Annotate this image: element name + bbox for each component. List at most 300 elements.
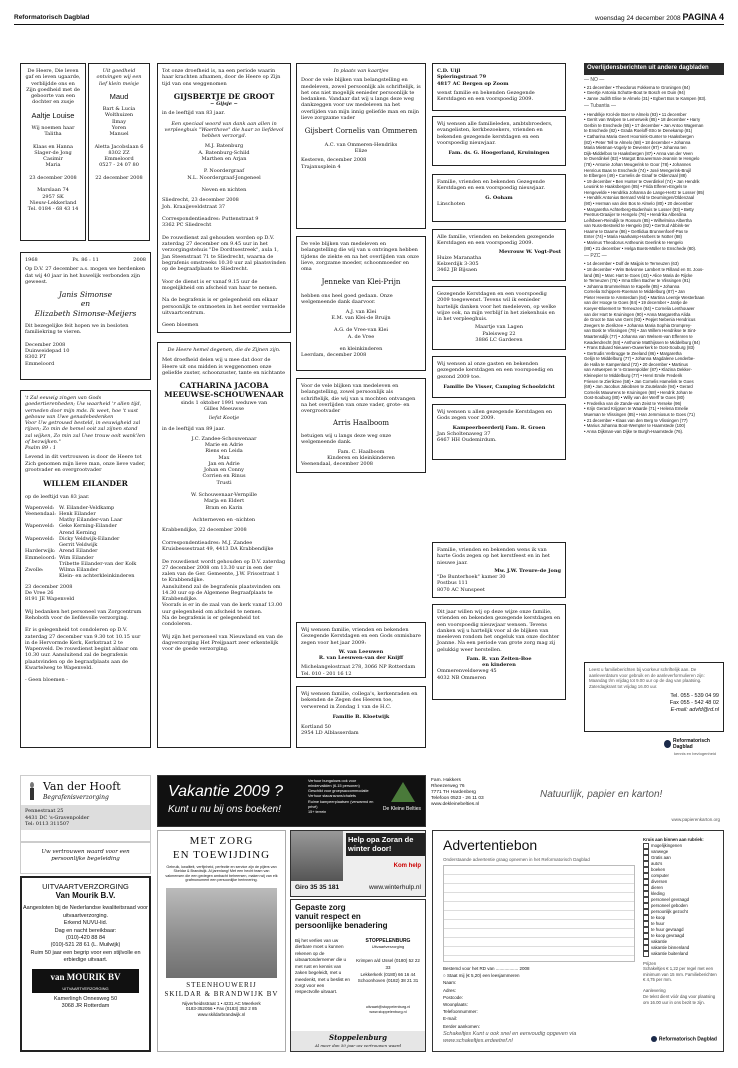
announcement-details [93,106,145,181]
category-option[interactable]: te koop [643,915,719,921]
family-member: Zwolle: Wilma Eilander [25,567,99,574]
text-line: Wij bedanken het personeel van Zorgcentrum Rehoboth voor de liefdevolle verzorging. [25,608,142,621]
obituaries-title: Overlijdensberichten uit andere dagbladen [584,63,724,75]
category-option[interactable]: auto's [643,861,719,867]
category-option[interactable]: mogelijkingenen [643,843,719,849]
category-option[interactable]: personeel gevraagd [643,897,719,903]
deceased-age: in de leeftijd van 89 jaar. [162,425,225,432]
obituary-entry: • 21 december • Theodorus Fokkema te Groningen (84) [584,84,690,90]
feature-item: mindervaliden (6-15 personen) [308,784,360,789]
form-title: Advertentiebon [443,837,538,853]
obituary-entry: • Catharina Maria Geert Hoornink-Gunter te Haaksbergen [584,134,694,140]
ad-winterhulp [290,830,426,897]
obituary-entry: Dijk-Middelbos te Haaksbergen (87) • Anna van der Veen [584,150,693,156]
ad-text: Gebruik, kwaliteit, verfijnheid, perfectie en service zijn de pijlers van Skeldar & Brandwijk. Al jarenlang! Met een hecht team van vakmensen die een gedegen ambacht beheersen, maken wij van elk grafmonument een persoonlijke herinnering. [165,864,278,883]
obituary-catharina [157,342,291,748]
psalm-quote [25,395,146,451]
obituary-entry: Oost-Souburg (80) • Willy van der Werff te Goes (80) [584,395,685,401]
form-footer: Schakeltjes Kunt u ook snel en eenvoudig opgeven via www.schakeltjes.erdeetref.nl [443,1031,577,1045]
sender-address [437,668,561,681]
category-option[interactable]: dieren [643,885,719,891]
category-option[interactable]: te huur [643,921,719,927]
thanks-text: Door de vele blijken van belangstelling en medeleven, zowel persoonlijk als schriftelijk, is het ons niet mogelijk eenieder persoonlijk te bedanken. Vandaar dat wij u langs deze weg dankzeggen voor uw medeleven na het overlijden van mijn innig geliefde man en mijn lieve zorgzame vader [301,77,421,121]
greeting-text: wenst familie en bekenden Gezegende Kerstdagen en een voorspoedig 2009. [437,89,535,102]
ad-logo: Kom help [393,863,421,869]
obituary-entry: Kleinepier te Middelburg (77) • Henri Emile Frederik [584,373,683,378]
text-line: Emmeloord [25,360,55,367]
text-line: 0183-352056 • Fax (0183) 352 2 85 [185,1006,258,1012]
text-line: C.D. Uijl [437,68,461,74]
text-line: Krimpen a/d IJssel (0180) 52 22 33 [356,958,420,970]
obituary-entry: van Nuss-Bestveld te Hengelo (82) • Gertrud Abbink-ter [584,223,690,229]
announcement-intro [93,68,145,87]
other-obituaries-panel [584,63,724,659]
text-line: 8191 JE Wapenveld [25,596,75,603]
text-line: Marie en Adrie [204,442,244,448]
text-line: Kesteren, december 2008 [301,157,367,164]
text-line: Correspondentieadres: Puttenstraat 9 [162,216,259,223]
text-line: W. Schouwenaar-Vernpille [191,492,257,498]
text-line: Voor Uw getrouwd besteld, in eeuwigheid zal rijzen; Zo min de hemel ooit zal zijnen stand zal wijken, Zo min zal Uwe trouw ooit wank'len of bezwijken." [25,420,146,445]
anniversary-details [25,323,146,367]
text-line: Dag en nacht bereikbaar: [54,927,117,934]
text-line: Prijzen [643,960,657,966]
text-line: Kamerlingh Onnesweg 50 [53,996,118,1002]
obituary-entry: van Bosk te Vlissingen (79) • Jan Willem Hendrikse te Sint- [584,328,697,334]
form-subtitle: Onderstaande advertentie graag opnemen in het Reformatorisch Dagblad [443,857,590,862]
text-line: Psalm 89 : 1 [25,445,57,451]
greeting-text: Wij wensen familie, vrienden en bekenden Gezegende Kerstdagen en een Gods onmisbare zegen voor het jaar 2009: [301,627,421,646]
category-option[interactable]: personeel geboden [643,903,719,909]
family-member: Klein- en achterkleinkinderen [59,573,135,580]
text-line: Tel. 0184 - 68 43 14 [27,206,79,213]
text-line: Tel: 0113 311507 [25,820,70,827]
text-line: Jan en Adrie [208,460,240,467]
category-option[interactable]: boeken [643,867,719,873]
family-member: Harderwijk: Arend Eilander [25,548,98,555]
text-line: Paleisweg 22 [482,330,516,337]
text-line: (010)-521 28 61 (L. Muilwijk) [50,942,121,949]
deceased-name: WILLEM EILANDER [43,479,128,488]
text-line: Janis Simonse [58,290,113,299]
company-address [426,775,498,811]
family-member: Tribette Eilander-van der Kolk [59,560,137,567]
obituary-details [162,527,286,652]
obituary-entry: • Frederika van de Zande-van Zeist te Yerseke (96) [584,400,682,406]
deceased-age: op de leeftijd van 83 jaar. [25,494,90,501]
family-list [301,449,421,462]
text-line: Michelangelostraat 278, 3066 NP Rotterdam [301,664,416,671]
text-line: P. Noordergraaf [203,168,245,175]
form-field: E-mail: [443,1016,458,1022]
ad-van-der-hooft-slogan [20,842,151,874]
newspaper-name: Reformatorisch Dagblad [14,14,90,21]
candle-icon [25,782,39,800]
text-line: Lekkerkerk (0180) 66 16 44 [360,971,416,977]
greeting-text: Familie, vrienden en bekenden wens ik van harte Gods zegen op het kerstfeest en in het nieuwe jaar. [437,547,550,566]
ad-hakkers-address [426,775,498,827]
obituary-entry: Leusink te Haaksbergen (85) • Frida Elferen-Engels te [584,184,688,190]
obituary-entry: land (85) • Marc Hart te Goes (43) • Alice Maria de Rijcke [584,272,693,278]
greeting-kloetwijk [296,686,426,748]
submission-info [584,662,724,732]
thanks-arris [296,378,426,473]
deceased-nickname: ~ Gijsje ~ [210,101,238,108]
text-line: Jan Scholtenaweg 37 [437,430,491,437]
family-list [162,436,286,524]
sender-name: Mevrouw W. Vogt-Post [498,248,561,255]
announcement-details [25,125,81,213]
text-line: E.M. van Klei-de Bruijn [331,314,391,321]
thanks-place: Veenendaal, december 2008 [301,461,373,467]
obituary-entry: (69) • Jan Jacobus Jakobsen te Zoutelande (94) • Gerard [584,384,693,390]
page-date: woensdag 24 december 2008 PAGINA 4 [595,12,724,22]
thanks-heading: In plaats van kaartjes [333,68,389,74]
text-line: Ruim 50 jaar een begrip voor een stijlvolle en erbiedige uitvaart. [30,949,141,964]
family-list [25,505,146,580]
text-line: Yoren [111,124,127,131]
birth-announcement-maud [88,63,150,241]
text-line: Casimir [43,156,63,163]
ad-url: www.papierenkarton.org [671,817,720,823]
ad-logo: De Kleine Belties [382,806,421,812]
birth-announcement-aaltje [20,63,86,241]
text-line: gaf en leven ugaarde, [25,74,81,81]
obituary-entry: van der Hart te Kruiningen (90) • Anna Margaretha Alida [584,311,691,317]
obituary-entry: • Marius Johanna Boot-Wempter te Haamstede (100) [584,423,686,429]
text-line: Telefoon 0523 - 26 11 03 [431,795,484,801]
ad-text-area[interactable] [443,865,635,962]
obituary-entry: de Halla te Kampenland (72) • 20 december • Martinus [584,361,689,367]
sender-address [437,431,561,444]
text-line: www.skildarbrandwijk.nl [197,1011,246,1017]
sender-address [437,574,561,593]
thanks-gijsbert [296,63,426,229]
obituary-entry: van Antwerpen te 's-Gravenpolder (87) • Klazina Dekker- [584,367,692,373]
form-sidebar: Kruis aan binnen aan rubriek: mogelijkingenen vanwege Gratis aan auto's boeken computer diversen dieren kleding personeel gevraagd personeel geboden persoonlijk gezocht te koop te huur te huur gevraagd te koop gevraagd vakantie vakantie binnenland vakantie buitenland Prijzen Schakeltjes € 1,22 per regel met een minimum van 15 mm. Familieberichten € 4,75 per mm. Aanlevering De tekst dient vóór dag voor plaatsing om 16.00 uur in ons bezit te zijn. [643,837,719,1005]
text-line: Correspondentieadres: M.J. Zandee [162,539,253,546]
obituary-entry: • Janne Judith Elise te Almelo (31) • Egbert Bos te Kampen (83). [584,95,707,101]
rd-logo: Reformatorisch Dagblad [651,1036,717,1043]
greeting-text: Wij wensen familie, collega's, kerkenraden en bekenden de Zegen des Heeren toe, verwerend in Zondag 1 van de H.C. [301,691,418,710]
obituary-entry: Leifsbeen-Reindijk te Rossum (85) • Wilhelmina Albertha [584,217,692,223]
text-line: December 2008 [25,341,66,348]
deceased-name: Jenneke van Klei-Prijn [321,278,401,287]
text-line: Slager-de Jong [34,149,72,156]
obituary-entry: • Krijn Gerard Krijgsen te Waarde (71) • Helena Emelie [584,406,689,412]
tree-icon [391,782,415,804]
obituary-entry: Hengevelde • Hendrika Johanna de Lange-Hertz te Losser (85) [584,189,705,195]
ad-url: uitvaart@stoppelenburg.nl www.stoppelenburg.nl [365,1005,411,1014]
text-line: W. van Leeuwen [338,648,384,655]
ad-advertentiebon [432,830,724,1052]
family-member: Arend Kerning [59,529,97,536]
text-line: www.dekleinebelties.nl [431,801,480,807]
text-line: De tekst dient vóór dag voor plaatsing om 16.00 uur in ons bezit te zijn. [643,994,716,1005]
ad-subtitle: Kunt u nu bij ons boeken! [168,804,281,815]
thanks-mid: betuigen wij u langs deze weg onze welgemeende dank. [301,433,392,446]
family-member: Wapenveld: W. Eilander-Veldkamp [25,504,115,511]
text-line: Pennestraat 25 [25,808,64,815]
text-line: "De Bunterhoek" kamer 30 [437,574,506,580]
greeting-text: Familie, vrienden en bekenden Gezegende Kerstdagen en een voorspoedig nieuwjaar. [437,179,545,192]
text-line: 8302 PT [25,354,47,361]
feature-item: 15+ terrein [308,809,327,814]
category-option[interactable]: persoonlijk gezocht [643,909,719,915]
category-option[interactable]: vakantie [643,939,719,945]
text-line: A.G. de Vree-van Klei [333,327,389,334]
text-line: Kruisbessestraat 49, 4413 DA Krabbendijke [162,546,274,552]
email: E-mail: advfd@rd.nl [670,706,719,713]
obituary-entry: • 21 december • Klaas van den Berg te Vlissingen (77) [584,417,688,423]
category-checkboxes[interactable] [643,843,719,957]
greeting-text: Alle familie, vrienden en bekenden gezegende Kerstdagen en een voorspoedig 2009. [437,234,555,247]
text-line: Voor de dienst is er vanaf 9.15 uur de mogelijkheid om afscheid van haar te nemen. [162,278,278,291]
text-line: Manuel [109,131,129,138]
feature-item: Ruime kampeerplaatsen (verwarmd en privé) [308,799,374,809]
text-line: Nieuw-Lekkerland [29,199,77,206]
greeting-vogt-post [432,229,566,281]
company-text [22,905,149,964]
text-line: Kinderen en kleinkinderen [327,454,395,461]
text-line: A.J. van Klei [345,308,377,315]
giro-number: Giro 35 35 181 [295,883,340,891]
text-line: De Vree 26 [25,589,54,596]
thanks-details [301,157,421,170]
sender-address [437,255,561,274]
text-line: en kleinkinderen [339,346,383,352]
prices-info [643,961,719,1006]
obituary-entry: • 18 december • Wim Belvonne Lambert te Rilland en St. Joos- [584,267,704,273]
obituary-entry: • 14 december • Dolf de Maijpis te Terneuzen (63) [584,261,679,267]
text-line: Klaas en Hanna [33,143,73,150]
ad-van-mourik [20,876,151,1052]
category-option[interactable]: te huur gevraagd [643,927,719,933]
phone: Tel. 055 - 539 04 99 [670,693,719,699]
text-line: Rheezerweg 76 [431,783,465,789]
deceased-name: GIJSBERTJE DE GROOT [173,91,275,101]
text-line: 8070 AC Nunspeet [437,586,485,593]
company-name: Van Mourik B.V. [55,891,116,901]
ad-footer: Stoppelenburg Al meer dan 50 jaar uw vertrouwen waard [291,1031,425,1051]
greeting-hoogerland [432,116,566,166]
text-line: MET ZORG [189,835,254,847]
category-option[interactable]: vanwege [643,849,719,855]
obituary-entry: te Elbergen (49) • Cornelis de Graaf te Oldenzaal (88) [584,173,687,179]
greeting-van-leeuwen [296,622,426,678]
obituary-entry: Pieter Heeste te Amsterdam (64) • Martina Leentje Westerbaan [584,294,705,300]
category-option[interactable]: te koop gevraagd [643,933,719,939]
obituary-entry: (90) • Herman van den Bos te Almelo (80) • 20 december [584,200,693,206]
company-name: Van der Hooft [43,780,121,793]
obituary-entry: Enter (74) • Maria Haarkamp-Harbers te Notter (88) [584,234,682,240]
elderly-man-photo [291,831,343,881]
text-line: Duinweidepad 10 [25,348,70,355]
text-line: Wij zijn het personeel van Nieuwland en van de dagverzorging Het Preijpaart zeer erkentelijk voor de goede verzorging. [162,633,283,652]
category-option[interactable]: vakantie buitenland [643,951,719,957]
text-line: Dit bezegelijke feit hopen we in besloten familiekring te vieren. [25,323,129,336]
obituary-entry: • Hendrikje Krol-de Boer te Almelo (93) • 11 december [584,111,687,117]
obituary-entry: Henricus Baas te Enschede (74) • José Mengerink-Brujil [584,167,692,173]
text-line: Tel. 010 - 201 16 12 [301,670,352,677]
company-address [21,805,150,830]
checkbox-icon[interactable] [643,951,649,957]
text-line: Geen bloemen [162,322,199,329]
obituary-entry: Maartensdijk (77) • Johanna van Welsem-van Effenren te [584,333,693,339]
text-line: Elize [354,148,368,154]
text-line: Maria [45,162,61,169]
sender-name: Mw. J.W. Treure-de Jong [494,567,561,574]
text-line: dochter en zusje [32,99,74,106]
deceased-nickname: liefst Kootje [208,415,240,422]
text-line: Schoonhoven (0182) 38 21 31 [357,978,419,984]
text-line: en kinderen [482,662,516,668]
text-line: De rouwdienst zal gehouden worden op D.V. zaterdag 27 december om 9.45 uur in het verzorgingstehuis "De Dordtsestreek", aula 1, Jan Steenstraat 71 te Sliedrecht, waarna de begrafenis omstreeks 10.30 uur zal plaatsvinden op de begraafplaats te Sliedrecht. [162,234,286,273]
text-line: - Geen bloemen - [25,677,68,684]
obituary-entry: Maria Mietman-Vogely te Deventer (97) • Johanna ten [584,145,687,151]
obituary-entry: Gelijn te Middelburg (77) • Johanna Magdalene Lenderbe- [584,356,695,362]
text-line: sinds 1 oktober 1991 weduwe van [180,399,268,406]
ad-title: Vakantie 2009 ? [168,783,284,800]
text-line: Bart & Lucia [102,106,136,113]
category-option[interactable]: vakantie binnenland [643,945,719,951]
text-line: Kortland 50 [301,724,331,730]
text-line: Gepaste zorg [295,903,346,912]
sender-name [437,324,561,343]
ad-steenhouwerij [157,830,286,1052]
obituary-entry: • Johanna Brummelman te Kapelle (85) • Johanna [584,283,680,289]
text-line: Joh. Kraaijeveldstraat 37 [162,203,226,210]
text-line: Aletta Jacobslaan 6 [94,143,144,150]
obituary-list-nd [584,85,724,102]
text-line: Aansluitend zal de begrafenis plaatsvinden om 14.30 uur op de Algemene Begraafplaats te Krabbendijke. [162,583,281,602]
obituary-entry: Zeegers te Zierikzee • Johanna Maria Sophia Dromprey- [584,322,692,328]
family-list [301,309,421,353]
text-line: verblijdde ons en [31,80,75,87]
greeting-text: Wij wensen al onze gasten en bekenden gezegende kerstdagen en een voorspoedig en gezond 2009 toe. [437,361,554,380]
text-line: CATHARINA JACOBA [179,381,269,390]
text-line: 23 december 2008 [29,174,77,181]
ad-papier-karton [500,775,724,827]
text-line: Gilles Meeuwse [204,406,244,412]
ad-vakantie [157,775,426,827]
obituary-entry: te Overdinkel (82) • Margot Brouwerman-Jeannin te Hengelo [584,156,700,162]
obituary-entry: de Groot te Sas van Gent (93) • Pepjet Nebenia Hendricus [584,317,696,323]
sender-name [301,649,421,662]
obituary-intro: Tot onze droefheid is, na een periode waarin haar krachten afnamen, door de Heere op Zijn tijd van ons weggenomen [162,68,281,87]
feature-item: Verhuur stacaravans/chalets [308,794,356,799]
rd-logo-icon [664,740,671,748]
ad-url: www.winterhulp.nl [368,883,421,891]
obituary-details [25,584,146,684]
company-logo-sub: UITVAARTVERZORGING [32,986,139,993]
text-line: 2954 LD Alblasserdam [301,730,359,737]
text-line: Fam. Hakkers [431,778,461,783]
text-line: Schakeltjes € 1,22 per regel met een minimum van 15 mm. Familieberichten € 4,75 per mm. [643,966,717,983]
ad-text: Bij het verlies van uw dierbare moet u kunnen rekenen op de uitvaartondernemer die u met rust en kennis van zaken begeleidt, met u meedenkt, met u beslist en zorgt voor een respectvolle uitvaart. [295,938,350,995]
section-label-tubantia: — Tubantia — [584,103,616,110]
section-label-nd: — NO — [584,76,605,83]
submission-text: Leest u familieberichten bij voorkeur schriftelijk aan. De aanleverdatum voor gebruik en de aanleverformulieren zijn: Maandag t/m vrijdag tot 9.00 uur op de dag van plaatsing. Zaterdagkrant tot vrijdag 16.00 uur. [589,667,705,689]
ad-title [291,900,425,934]
greeting-text: Wij wensen u allen gezegende Kerstdagen en Gods zegen voor 2009. [437,409,553,422]
text-line: N.L. Noordergraaf-Jongeneel [187,174,261,181]
category-option[interactable]: computer [643,873,719,879]
greeting-text: Dit jaar willen wij op deze wijze onze familie, vrienden en bekenden gezegende kerstdagen en een voorspoedig nieuwjaar wensen. Tevens danken wij u hartelijk voor al de blijken van meeleven rondom het ongeluk van onze dochter Joanne. Na een periode van grote zorg mag zij gelukkig weer herstellen. [437,609,561,653]
obituary-entry: Cornelia Schippers-Roeman te Middelburg (87) • Jan [584,289,685,295]
greeting-de-visser [432,356,566,398]
text-line: De Heere, Die leven [27,68,79,74]
family-member: Wapenveld: Geke Kerning-Eilander [25,523,118,530]
family-member: Mathy Eilander-van Laar [59,517,123,524]
text-line: vanuit respect en [295,912,361,922]
category-option[interactable]: diversen [643,879,719,885]
obituary-entry: • Gerrit van Wolpen te Lemerweik (85) • 18 december • Harry [584,117,701,123]
text-line: Trusti [216,479,232,486]
obituary-entry: van der Hooge te Goes (84) • 19 december • Jantje de [584,300,688,306]
rd-logo: Reformatorisch Dagblad kennis en bevlogenheid [664,738,724,756]
rd-logo-icon [651,1036,657,1042]
obituary-entry: Gerbin te Enschede (65) • 17 december • Jan Antoo Wageman [584,122,704,128]
company-name [158,981,285,999]
category-option[interactable]: kleding [643,891,719,897]
text-line: STEENHOUWERIJ [186,981,257,989]
obituary-details [162,197,286,328]
obituary-entry: (82) • Peter Tell te Almelo (68) • 18 december • Johanna [584,139,691,145]
ad-title: UITVAARTVERZORGING [42,882,129,891]
text-line: Erkend NUVU-lid. [63,920,108,927]
form-field: Adres: [443,987,457,993]
sender-name: G. Ooham [485,194,513,201]
text-line: Huize Maranatha [437,254,482,261]
text-line: Riens en Leida [205,448,243,455]
greeting-uijl [432,63,566,111]
category-option[interactable]: Gratis aan [643,855,719,861]
obituary-entry: te Enschede (82) • Grada Roeloff-Stro te Denekamp (81) [584,128,693,134]
text-line: R. van Leeuwen-van der Knijff [318,655,404,661]
text-line: 3362 PC Sliedrecht [162,222,212,229]
text-line: Nijverheidsstraat 1 • 4231 AC Meerkerk [182,1000,261,1006]
obituary-intro: Levend in dit vertrouwen is door de Heere tot Zich genomen mijn lieve man, onze lieve vader, grootvader en overgrootvader [25,454,146,473]
text-line: A.C. van Ommeren-Hendriks [324,141,398,148]
text-line: 4817 AC Bergen op Zoom [437,80,509,87]
obituary-entry: (88) • 21 december • Helga Boets-Müller te Enschede (80). [584,245,697,251]
obituary-entry: • Margaretha Achterberg-Budenhuis te Losser (93) • Betty [584,206,694,212]
text-line: geboorte van een [30,93,76,99]
family-member: Emmeloord: Wim Eilander [25,554,94,561]
sender-place: Linschoten [437,200,465,207]
text-line: Ommerenveldseweg 45 [437,668,497,675]
text-line: 0527 - 24 07 80 [99,162,139,169]
text-line: 8302 ZZ Emmeloord [104,149,134,163]
company-logo: STOPPELENBURG Uitvaartverzorging [365,938,411,950]
anniversary-announcement [20,252,151,380]
greeting-van-lagen [432,286,566,350]
text-line: Voorafs is er in de zaal van de kerk vanaf 13.00 uur gelegenheid om afscheid te nemen. [162,602,283,615]
form-fields[interactable] [443,965,633,1030]
text-line: en [80,299,91,309]
greeting-ooham [432,174,566,222]
obituary-willem-eilander [20,390,151,748]
text-line: Zijn goedheid met de [26,86,80,93]
child-name: Maud [109,91,129,101]
text-line: Maartje van Lagen [475,324,523,331]
thanks-text: Een speciaal woord van dank aan allen in verpleeghuis "Waerthove" die haar zo liefdevol hebben verzorgd. [164,120,284,140]
text-line: A. de Vree [347,333,375,340]
family-list [162,143,286,193]
text-line: persoonlijke benadering [295,921,388,931]
text-line: 't Zal eeuwig zingen van Gods goedertierenheden; Uw waarheid 'r allen tijd, verneden door mijn mds. Ik weet, hoe 't vast gebouw van Uwe genadebedenken [25,395,142,420]
